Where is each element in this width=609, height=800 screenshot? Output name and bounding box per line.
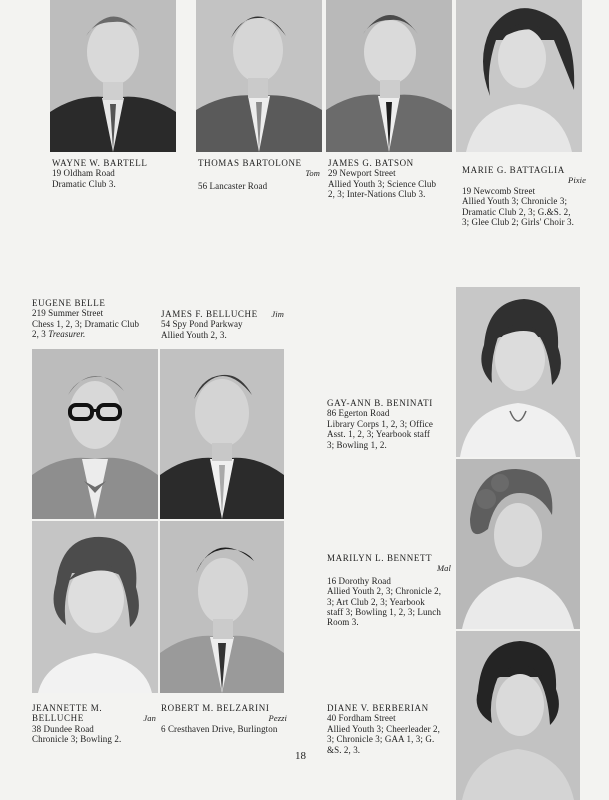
student-address: 19 Oldham Road [52, 168, 115, 179]
caption-robert-belzarini [161, 703, 287, 734]
caption-marie-battaglia [462, 165, 586, 227]
student-address: 6 Cresthaven Drive, Burlington [161, 723, 278, 734]
student-activities: Room 3. [327, 617, 359, 628]
student-activities: 2, 3; Inter-Nations Club 3. [328, 189, 426, 200]
student-name-line1: JEANNETTE M. [32, 703, 103, 713]
student-activities: Asst. 1, 2, 3; Yearbook staff [327, 429, 430, 440]
caption-james-belluche [161, 309, 284, 340]
student-address: 29 Newport Street [328, 168, 396, 179]
student-name: ROBERT M. BELZARINI [161, 703, 270, 713]
student-address: 86 Egerton Road [327, 408, 390, 419]
caption-james-batson [328, 158, 450, 200]
student-name: MARILYN L. BENNETT [327, 553, 433, 563]
student-activities: 3; Bowling 1, 2. [327, 439, 387, 450]
portrait-photo-marie-battaglia [456, 0, 582, 152]
caption-marilyn-bennett [327, 553, 451, 628]
page-number: 18 [295, 750, 306, 762]
student-address: 38 Dundee Road [32, 723, 94, 734]
student-address: 56 Lancaster Road [198, 180, 268, 191]
portrait-photo-jeannette-belluche [32, 521, 158, 693]
portrait-photo-james-batson [326, 0, 452, 152]
student-address: 16 Dorothy Road [327, 575, 391, 586]
student-address: 54 Spy Pond Parkway [161, 319, 243, 330]
student-name: THOMAS BARTOLONE [198, 158, 302, 168]
student-activities: &S. 2, 3. [327, 744, 361, 755]
portrait-photo-diane-berberian [456, 631, 580, 800]
portrait-photo-eugene-belle [32, 349, 158, 519]
student-nickname: Pixie [568, 175, 586, 186]
student-name-line2: BELLUCHE [32, 713, 84, 724]
student-name: DIANE V. BERBERIAN [327, 703, 429, 713]
student-name: JAMES F. BELLUCHE [161, 309, 258, 319]
student-address: 19 Newcomb Street [462, 185, 536, 196]
student-nickname: Pezzi [268, 713, 287, 724]
student-activities: Allied Youth 2, 3; Chronicle 2, [327, 586, 442, 597]
portrait-photo-gay-ann-beninati [456, 287, 580, 457]
student-nickname: Tom [305, 168, 320, 179]
student-activities: 3; Art Club 2, 3; Yearbook [327, 596, 425, 607]
student-nickname: Jim [271, 309, 284, 319]
student-activities: 2, 3 [32, 329, 46, 340]
student-activities: Allied Youth 2, 3. [161, 329, 227, 340]
student-activities: Dramatic Club 3. [52, 178, 116, 189]
portrait-photo-thomas-bartolone [196, 0, 322, 152]
portrait-photo-wayne-bartell [50, 0, 176, 152]
caption-eugene-belle [32, 298, 158, 340]
student-activities: Chronicle 3; Bowling 2. [32, 734, 122, 745]
caption-wayne-bartell [52, 158, 182, 189]
student-name: WAYNE W. BARTELL [52, 158, 148, 168]
student-activities: Dramatic Club 2, 3; G.&S. 2, [462, 206, 571, 217]
student-activities: staff 3; Bowling 1, 2, 3; Lunch [327, 607, 441, 618]
portrait-photo-marilyn-bennett [456, 459, 580, 629]
student-activities: Allied Youth 3; Chronicle 3; [462, 196, 568, 207]
student-name: JAMES G. BATSON [328, 158, 414, 168]
student-activities: Library Corps 1, 2, 3; Office [327, 418, 433, 429]
student-name: MARIE G. BATTAGLIA [462, 165, 565, 175]
portrait-photo-james-belluche [160, 349, 284, 519]
student-address: 219 Summer Street [32, 308, 104, 319]
student-activities: Allied Youth 3; Science Club [328, 178, 437, 189]
caption-jeannette-belluche [32, 703, 156, 745]
student-name: EUGENE BELLE [32, 298, 106, 308]
student-activities: Allied Youth 3; Cheerleader 2, [327, 723, 440, 734]
caption-thomas-bartolone [198, 158, 320, 191]
student-activities: Chess 1, 2, 3; Dramatic Club [32, 318, 140, 329]
student-name: GAY-ANN B. BENINATI [327, 398, 433, 408]
student-address: 40 Fordham Street [327, 713, 396, 724]
student-nickname: Mal [437, 563, 451, 574]
student-activities: 3; Chronicle 3; GAA 1, 3; G. [327, 734, 435, 745]
student-office: Treasurer. [48, 329, 86, 340]
caption-diane-berberian [327, 703, 451, 755]
caption-gay-ann-beninati [327, 398, 451, 450]
student-activities: 3; Glee Club 2; Girls' Choir 3. [462, 217, 574, 228]
student-nickname: Jan [143, 713, 156, 724]
portrait-photo-robert-belzarini [160, 521, 284, 693]
